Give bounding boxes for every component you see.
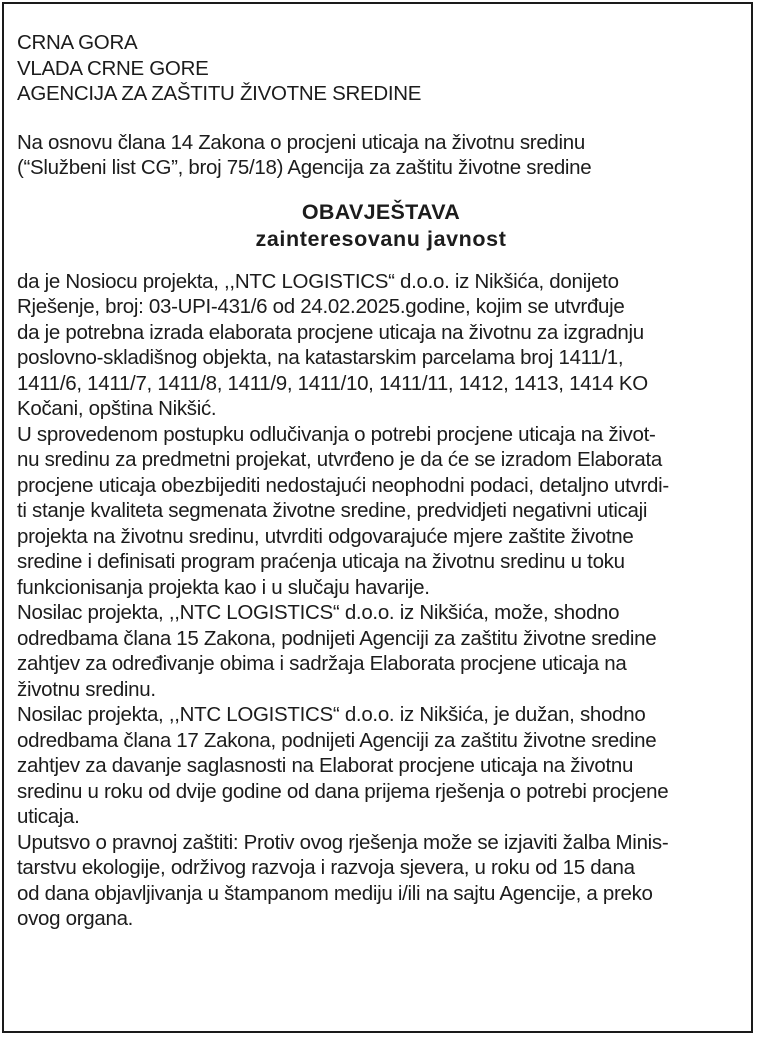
text-line: od dana objavljivanja u štampanom mediju i/ili na sajtu Agencije, a preko [17,881,653,905]
text-line: odredbama člana 17 Zakona, podnijeti Agenciji za zaštitu životne sredine [17,728,657,752]
text-line: funkcionisanja projekta kao i u slučaju havarije. [17,575,430,599]
text-line: projekta na životnu sredinu, utvrditi odgovarajuće mjere zaštite životne [17,524,634,548]
text-line: zahtjev za davanje saglasnosti na Elaborat procjene uticaja na životnu [17,754,634,777]
notice-content [17,30,745,932]
legal-basis-line: Na osnovu člana 14 Zakona o procjeni uticaja na životnu sredinu [17,130,585,154]
notice-title [17,198,745,252]
text-line: ovog organa. [17,907,134,930]
text-line: Rješenje, broj: 03-UPI-431/6 od 24.02.2025.godine, kojim se utvrđuje [17,295,625,318]
paragraph-approval-request [17,702,745,830]
legal-basis [17,130,745,181]
paragraph-scope-request [17,600,745,702]
text-line: da je potrebna izrada elaborata procjene uticaja na životnu za izgradnju [17,320,644,344]
text-line: 1411/6, 1411/7, 1411/8, 1411/9, 1411/10, 1411/11, 1412, 1413, 1414 KO [17,371,648,395]
text-line: da je Nosiocu projekta, ,,NTC LOGISTICS“ d.o.o. iz Nikšića, donijeto [17,269,619,293]
paragraph-procedure [17,422,745,601]
paragraph-legal-remedy [17,830,745,932]
text-line: Uputsvo o pravnoj zaštiti: Protiv ovog rješenja može se izjaviti žalba Minis- [17,830,669,854]
legal-basis-line: (“Službeni list CG”, broj 75/18) Agencija za zaštitu životne sredine [17,156,592,179]
public-notice [2,2,753,1033]
text-line: životnu sredinu. [17,677,156,701]
text-line: uticaja. [17,805,80,828]
text-line: sredinu u roku od dvije godine od dana prijema rješenja o potrebi procjene [17,779,669,803]
issuer-country: CRNA GORA [17,31,138,54]
issuer-agency: AGENCIJA ZA ZAŠTITU ŽIVOTNE SREDINE [17,82,422,105]
notice-title-sub: zainteresovanu javnost [255,226,507,251]
text-line: sredine i definisati program praćenja uticaja na životnu sredinu u toku [17,550,625,573]
text-line: poslovno-skladišnog objekta, na katastarskim parcelama broj 1411/1, [17,346,624,369]
text-line: ti stanje kvaliteta segmenata životne sredine, predvidjeti negativni uticaji [17,499,648,522]
text-line: Kočani, opština Nikšić. [17,397,217,420]
notice-title-main: OBAVJEŠTAVA [301,199,461,224]
issuer-header [17,30,745,107]
text-line: procjene uticaja obezbijediti nedostajući neophodni podaci, detaljno utvrdi- [17,473,669,497]
text-line: odredbama člana 15 Zakona, podnijeti Agenciji za zaštitu životne sredine [17,626,657,650]
text-line: U sprovedenom postupku odlučivanja o potrebi procjene uticaja na život- [17,422,656,446]
text-line: tarstvu ekologije, održivog razvoja i razvoja sjevera, u roku od 15 dana [17,856,635,879]
paragraph-decision [17,269,745,422]
text-line: zahtjev za određivanje obima i sadržaja Elaborata procjene uticaja na [17,652,627,675]
text-line: Nosilac projekta, ,,NTC LOGISTICS“ d.o.o. iz Nikšića, je dužan, shodno [17,703,646,726]
text-line: nu sredinu za predmetni projekat, utvrđeno je da će se izradom Elaborata [17,448,663,471]
notice-body [17,269,745,932]
text-line: Nosilac projekta, ,,NTC LOGISTICS“ d.o.o. iz Nikšića, može, shodno [17,601,620,624]
issuer-government: VLADA CRNE GORE [17,56,209,80]
